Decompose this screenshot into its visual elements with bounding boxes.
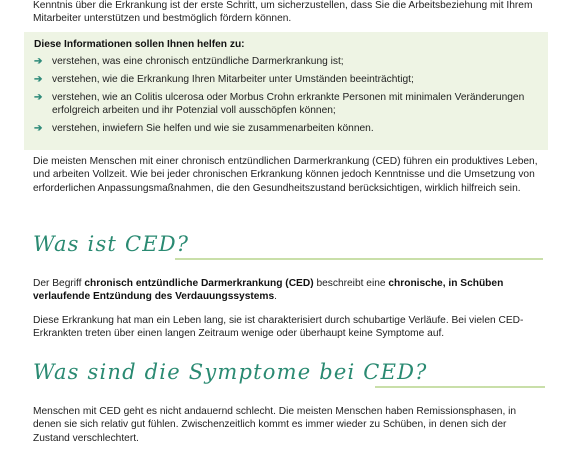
arrow-right-icon: ➔: [34, 123, 43, 135]
list-item-text: verstehen, inwiefern Sie helfen und wie sie zusammenarbeiten können.: [52, 123, 374, 135]
text-span: .: [274, 291, 278, 303]
body-paragraph: Diese Erkrankung hat man ein Leben lang, sie ist charakterisiert durch schubartige Verläufe. Bei vielen CED-Erkrankten treten über einen langen Zeitraum wenige oder überhaupt keine Symptome auf.: [33, 315, 524, 340]
text-span: beschreibt eine: [313, 278, 389, 289]
list-item-text: verstehen, wie die Erkrankung Ihren Mitarbeiter unter Umständen beeinträchtigt;: [52, 74, 414, 85]
info-box-title: Diese Informationen sollen Ihnen helfen zu:: [34, 39, 245, 50]
list-item: [24, 91, 544, 118]
section-heading: Was sind die Symptome bei CED?: [33, 360, 428, 384]
list-item: [24, 55, 544, 68]
body-paragraph: Die meisten Menschen mit einer chronisch entzündlichen Darmerkrankung (CED) führen ein produktives Leben, und arbeiten Vollzeit. Wie bei jeder chronischen Erkrankung können jedoch Kenntnisse und die Umsetzung von erforderlichen Anpassungsmaßnahmen, die den Gesundheitszustand berücksichtigen, wirklich hilfreich sein.: [33, 156, 538, 194]
definition-paragraph: [33, 277, 538, 304]
arrow-right-icon: ➔: [34, 56, 43, 67]
info-box: [24, 32, 548, 150]
body-paragraph: Menschen mit CED geht es nicht andauernd schlecht. Die meisten Menschen haben Remissionsphasen, in denen sie sich relativ gut fühlen. Zwischenzeitlich kommt es immer wieder zu Schüben, in denen sich der Zustand verschlechtert.: [33, 406, 517, 444]
info-list: [24, 55, 544, 140]
bold-term: chronisch entzündliche Darmerkrankung (CED): [84, 278, 314, 289]
text-span: Der Begriff: [33, 278, 85, 289]
bold-term: chronische, in Schüben verlaufende Entzündung des Verdauungssystems: [33, 278, 504, 303]
list-item: [24, 73, 544, 86]
list-item-text: verstehen, was eine chronisch entzündliche Darmerkrankung ist;: [52, 56, 344, 67]
heading-divider: [175, 258, 543, 260]
intro-paragraph: Kenntnis über die Erkrankung ist der erste Schritt, um sicherzustellen, dass Sie die Arbeitsbeziehung mit Ihrem Mitarbeiter unterstützen und bestmöglich fördern können.: [33, 0, 533, 25]
arrow-right-icon: ➔: [34, 92, 43, 103]
list-item: [24, 122, 544, 135]
section-heading: Was ist CED?: [33, 232, 190, 256]
heading-divider: [375, 386, 545, 388]
list-item-text: verstehen, wie an Colitis ulcerosa oder Morbus Crohn erkrankte Personen mit minimalen Veränderungen erfolgreich arbeiten und ihr Potenzial voll ausschöpfen können;: [52, 92, 525, 117]
arrow-right-icon: ➔: [34, 74, 43, 85]
